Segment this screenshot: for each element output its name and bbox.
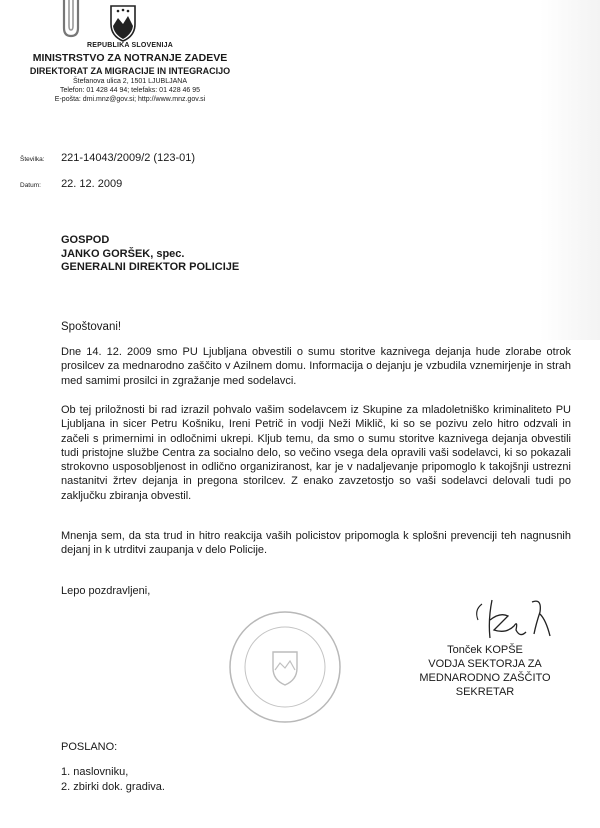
email-web: E-pošta: dmi.mnz@gov.si; http://www.mnz.gov.si [54, 96, 206, 103]
document-number-row [20, 152, 195, 164]
addressee-block [61, 234, 239, 275]
signer-title-1: VODJA SEKTORJA ZA [428, 658, 542, 670]
paragraph-1: Dne 14. 12. 2009 smo PU Ljubljana obvestili o sumu storitve kaznivega dejanja hude zlorabe otrok prosilcev za mednarodno zaščito v Azilnem domu. Informacija o dejanju je vzbudila vznemirjenje in strah med samimi prosilci in zgražanje med sodelavci. [61, 346, 571, 387]
list-item: 2. zbirki dok. gradiva. [61, 781, 165, 793]
signer-block [410, 643, 560, 699]
directorate-name: DIREKTORAT ZA MIGRACIJE IN INTEGRACIJO [29, 66, 231, 76]
phone-fax: Telefon: 01 428 44 94; telefaks: 01 428 46 95 [59, 87, 201, 94]
closing: Lepo pozdravljeni, [61, 585, 151, 597]
list-item: 1. naslovniku, [61, 766, 129, 778]
greeting: Spoštovani! [61, 321, 122, 333]
paragraph-2: Ob tej priložnosti bi rad izrazil pohvalo vašim sodelavcem iz Skupine za mladoletniško kriminaliteto PU Ljubljana in sicer Petru Košniku, Ireni Petrič in vodji Neži Miklič, ki so se pozivu zelo hitro odzvali in začeli s primernimi in odločnimi ukrepi. Kljub temu, da smo o sumu storitve kaznivega dejanja obvestili tudi pristojne službe Centra za socialno delo, so večino vsega dela opravili vaši sodelavci, ki so pokazali strokovno usposobljenost in odlično organiziranost, kar je v nadaljevanje pripomoglo k takojšnji ustrezni nastanitvi žrtev dejanja in pregona storilcev. Z enako zavzetostjo so vaši sodelavci delovali tudi po zaključku zbiranja obvestil. [61, 404, 571, 502]
paragraph-3: Mnenja sem, da sta trud in hitro reakcija vaših policistov pripomogla k splošni prevenciji teh nagnusnih dejanj in k utrditvi zaupanja v delo Policije. [61, 530, 571, 557]
addressee-line-3: GENERALNI DIREKTOR POLICIJE [61, 261, 240, 273]
republic-name: REPUBLIKA SLOVENIJA [87, 42, 173, 49]
official-stamp-icon [226, 608, 344, 726]
scan-shading [540, 0, 600, 340]
signer-title-2: MEDNARODNO ZAŠČITO [419, 672, 551, 684]
date-row [20, 178, 122, 190]
document-number: 221-14043/2009/2 (123-01) [61, 152, 196, 164]
letterhead [0, 42, 260, 103]
document-date: 22. 12. 2009 [61, 178, 123, 190]
addressee-line-1: GOSPOD [61, 234, 110, 246]
addressee-line-2: JANKO GORŠEK, spec. [61, 247, 185, 260]
sent-list [61, 765, 165, 795]
address: Štefanova ulica 2, 1501 LJUBLJANA [72, 78, 187, 85]
ministry-name: MINISTRSTVO ZA NOTRANJE ZADEVE [32, 52, 228, 64]
handwritten-signature-icon [470, 590, 560, 650]
sent-label: POSLANO: [61, 741, 118, 753]
signer-name: Tonček KOPŠE [447, 644, 523, 656]
coat-of-arms-icon [108, 4, 138, 42]
signer-title-3: SEKRETAR [455, 686, 515, 698]
number-label: Številka: [20, 156, 45, 163]
paper-clip-icon [56, 0, 86, 40]
date-label: Datum: [20, 182, 41, 189]
